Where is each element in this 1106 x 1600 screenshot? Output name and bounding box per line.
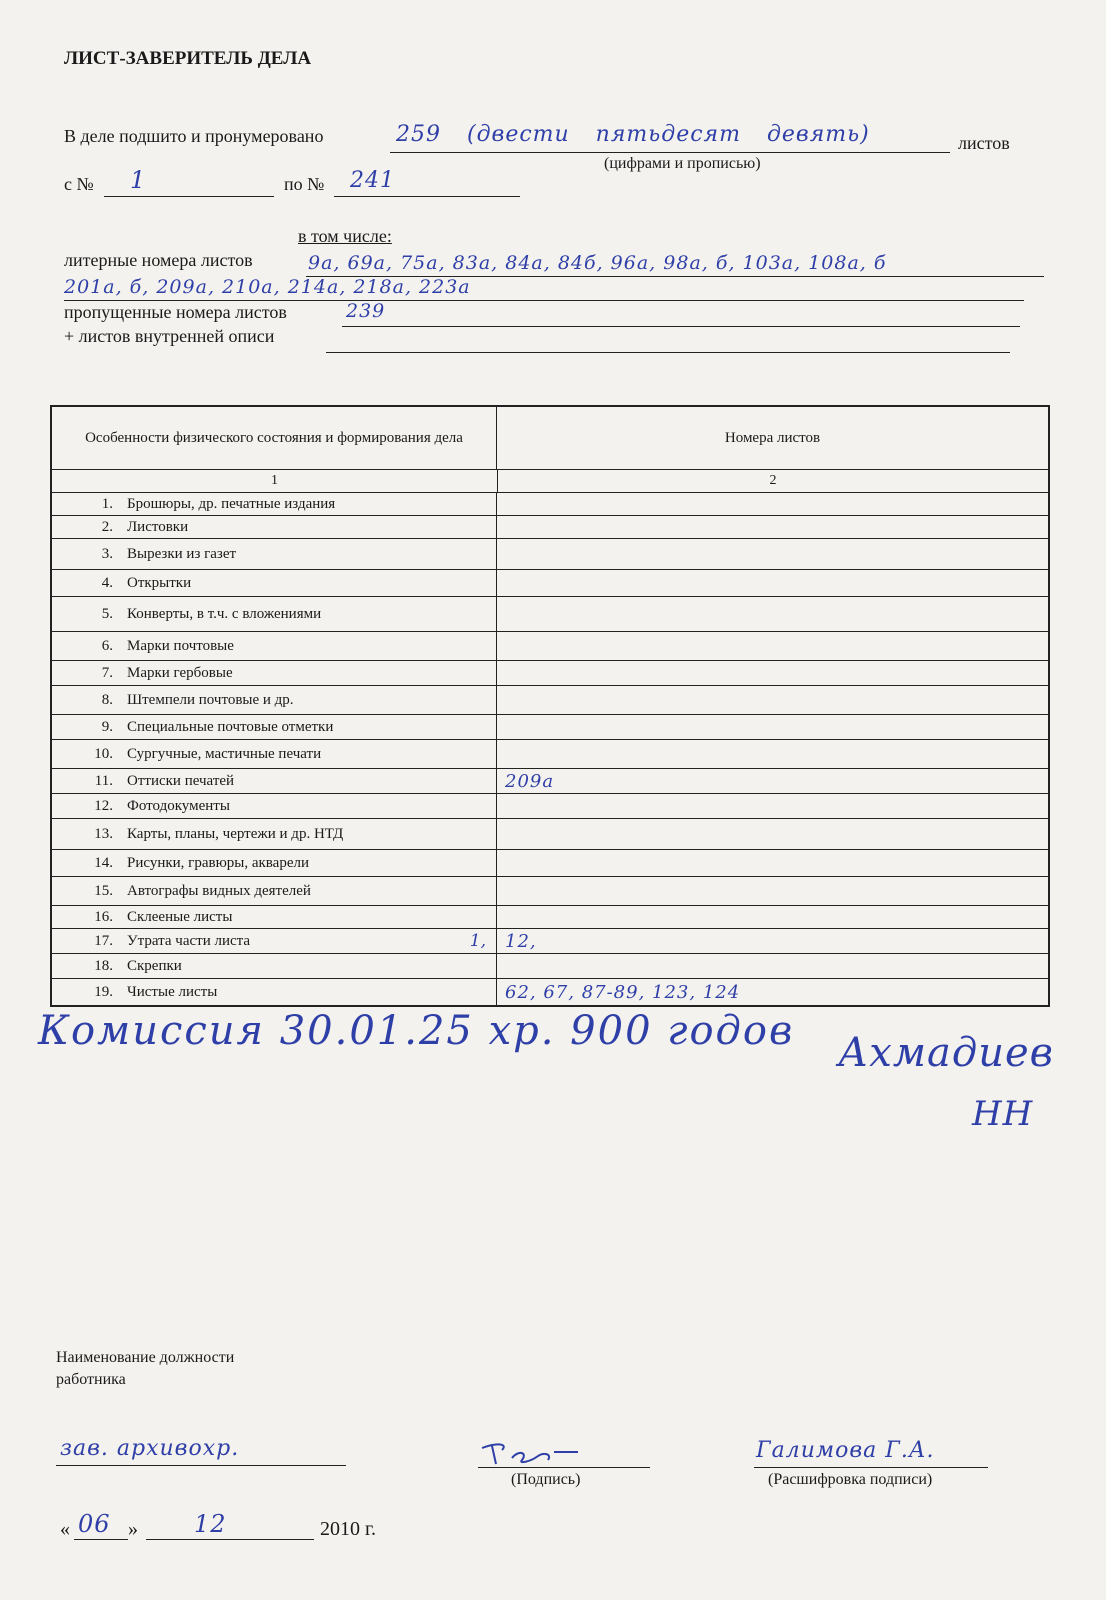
table-row: [52, 906, 1048, 929]
from-label: с №: [64, 174, 94, 194]
inner-inventory-underline: [326, 352, 1010, 353]
feature-label: Брошюры, др. печатные издания: [127, 495, 336, 512]
col1-header: Особенности физического состояния и формирования дела: [52, 407, 497, 469]
table-row: [52, 850, 1048, 877]
row-number: 11.: [94, 772, 113, 789]
feature-label: Фотодокументы: [127, 797, 230, 814]
feature-cell: [52, 954, 497, 978]
feature-label: Оттиски печатей: [127, 772, 235, 789]
feature-label: Чистые листы: [127, 983, 218, 1000]
signature-caption: (Подпись): [511, 1471, 581, 1488]
feature-cell: [52, 877, 497, 905]
digits-caption: (цифрами и прописью): [604, 155, 761, 172]
letter-numbers-value-1: 9а, 69а, 75а, 83а, 84а, 84б, 96а, 98а, б, 103а, 108а, б: [308, 252, 887, 274]
sheet-numbers-cell: [497, 954, 1048, 978]
table-row: [52, 819, 1048, 850]
sheet-numbers-cell: [497, 632, 1048, 660]
feature-label: Специальные почтовые отметки: [127, 718, 334, 735]
feature-cell: [52, 794, 497, 818]
sheet-numbers-cell: [497, 686, 1048, 714]
row-number: 7.: [101, 664, 113, 681]
table-row: [52, 597, 1048, 632]
feature-cell: [52, 819, 497, 849]
feature-cell: [52, 632, 497, 660]
feature-cell: [52, 597, 497, 631]
feature-label: Вырезки из газет: [127, 545, 237, 562]
table-row: [52, 954, 1048, 979]
feature-cell: [52, 493, 497, 515]
table-row: [52, 686, 1048, 715]
name-caption: (Расшифровка подписи): [768, 1471, 933, 1488]
name-value: Галимова Г.А.: [756, 1438, 935, 1463]
feature-cell: [52, 929, 497, 953]
table-header: [52, 407, 1048, 470]
sheet-numbers-cell: [497, 597, 1048, 631]
letter-numbers-underline-2: [64, 300, 1024, 301]
sheet-numbers-cell: [497, 715, 1048, 739]
sheet-numbers-cell: [497, 877, 1048, 905]
col2-number: 2: [769, 473, 777, 488]
feature-label: Марки почтовые: [127, 637, 234, 654]
row-number: 12.: [94, 797, 113, 814]
filed-label: В деле подшито и пронумеровано: [64, 126, 324, 146]
row-number: 6.: [101, 637, 113, 654]
row-number: 17.: [94, 932, 113, 949]
feature-label: Конверты, в т.ч. с вложениями: [127, 605, 322, 622]
row-number: 3.: [101, 545, 113, 562]
feature-label: Листовки: [127, 518, 189, 535]
table-row: [52, 877, 1048, 906]
table-row: [52, 740, 1048, 769]
letter-numbers-label: литерные номера листов: [64, 250, 253, 270]
feature-cell: [52, 570, 497, 596]
including-label: в том числе:: [298, 226, 392, 246]
feature-cell: [52, 740, 497, 768]
sheet-numbers-cell: [497, 661, 1048, 685]
commission-initials: НН: [972, 1094, 1034, 1134]
letter-numbers-value-2: 201а, б, 209а, 210а, 214а, 218а, 223а: [64, 276, 471, 298]
table-row: [52, 769, 1048, 794]
inner-inventory-label: + листов внутренней описи: [64, 326, 275, 346]
feature-cell: [52, 979, 497, 1005]
table-row: [52, 661, 1048, 686]
filed-value: 259 (двести пятьдесят девять): [396, 122, 870, 147]
row-number: 19.: [94, 983, 113, 1000]
feature-cell: [52, 769, 497, 793]
date-day: 06: [78, 1510, 111, 1538]
feature-label: Открытки: [127, 574, 192, 591]
feature-label: Марки гербовые: [127, 664, 233, 681]
row-number: 10.: [94, 745, 113, 762]
table-row: [52, 715, 1048, 740]
date-year: 2010 г.: [320, 1518, 376, 1540]
feature-cell: [52, 516, 497, 538]
sheet-numbers-cell: [497, 819, 1048, 849]
row-number: 9.: [101, 718, 113, 735]
missing-underline: [342, 326, 1020, 327]
commission-name: Ахмадиев: [838, 1030, 1054, 1076]
feature-label: Рисунки, гравюры, акварели: [127, 854, 310, 871]
row-number: 14.: [94, 854, 113, 871]
col1-number: 1: [52, 470, 498, 492]
table-row: [52, 570, 1048, 597]
table-row: [52, 632, 1048, 661]
position-label-1: Наименование должности: [56, 1349, 235, 1366]
feature-label: Автографы видных деятелей: [127, 882, 311, 899]
row-number: 4.: [101, 574, 113, 591]
table-row: [52, 794, 1048, 819]
commission-note: Комиссия 30.01.25 хр. 900 годов: [38, 1008, 795, 1054]
row-number: 13.: [94, 825, 113, 842]
filed-underline: [390, 152, 950, 153]
row-number: 1.: [101, 495, 113, 512]
feature-cell: [52, 686, 497, 714]
to-underline: [334, 196, 520, 197]
table-body: [52, 493, 1048, 1005]
feature-label: Сургучные, мастичные печати: [127, 745, 322, 762]
position-underline: [56, 1465, 346, 1466]
page-title: ЛИСТ-ЗАВЕРИТЕЛЬ ДЕЛА: [64, 48, 312, 69]
features-table: [50, 405, 1050, 1007]
sheet-numbers-cell: [497, 539, 1048, 569]
from-underline: [104, 196, 274, 197]
sheet-numbers-cell: [497, 794, 1048, 818]
signature-scribble: [478, 1440, 588, 1468]
name-underline: [754, 1467, 988, 1468]
sheet-numbers-cell: [497, 740, 1048, 768]
sheet-numbers-cell: [497, 516, 1048, 538]
table-row: [52, 979, 1048, 1005]
month-underline: [146, 1539, 314, 1540]
table-row: [52, 493, 1048, 516]
feature-cell: [52, 715, 497, 739]
feature-cell: [52, 906, 497, 928]
table-row: [52, 516, 1048, 539]
sheet-numbers-cell: 209а: [505, 770, 555, 792]
sheet-numbers-cell: [497, 906, 1048, 928]
quote-close: »: [128, 1518, 138, 1540]
to-label: по №: [284, 174, 325, 194]
row-number: 8.: [101, 691, 113, 708]
column-numbers-row: [52, 470, 1048, 493]
feature-label: Утрата части листа: [127, 932, 251, 949]
missing-label: пропущенные номера листов: [64, 302, 287, 322]
row-number: 16.: [94, 908, 113, 925]
row-number: 18.: [94, 957, 113, 974]
feature-label: Штемпели почтовые и др.: [127, 691, 294, 708]
feature-label: Карты, планы, чертежи и др. НТД: [127, 825, 344, 842]
date-month: 12: [194, 1510, 227, 1538]
missing-value: 239: [346, 300, 386, 322]
row-number: 2.: [101, 518, 113, 535]
handwritten-mark: 1,: [469, 931, 486, 951]
feature-label: Скрепки: [127, 957, 182, 974]
from-value: 1: [130, 166, 147, 194]
col2-header: Номера листов: [724, 429, 821, 446]
to-value: 241: [350, 168, 395, 193]
sheets-word: листов: [958, 133, 1010, 153]
feature-cell: [52, 539, 497, 569]
table-row: [52, 539, 1048, 570]
row-number: 15.: [94, 882, 113, 899]
sheet-numbers-cell: [497, 493, 1048, 515]
position-value: зав. архивохр.: [60, 1436, 240, 1461]
sheet-numbers-cell: 12,: [505, 930, 537, 952]
day-underline: [74, 1539, 128, 1540]
sheet-numbers-cell: [497, 570, 1048, 596]
feature-label: Склееные листы: [127, 908, 233, 925]
quote-open: «: [60, 1518, 70, 1540]
position-label-2: работника: [56, 1371, 126, 1388]
sheet-numbers-cell: 62, 67, 87-89, 123, 124: [505, 981, 741, 1003]
row-number: 5.: [101, 605, 113, 622]
sheet-numbers-cell: [497, 850, 1048, 876]
table-row: [52, 929, 1048, 954]
feature-cell: [52, 661, 497, 685]
feature-cell: [52, 850, 497, 876]
